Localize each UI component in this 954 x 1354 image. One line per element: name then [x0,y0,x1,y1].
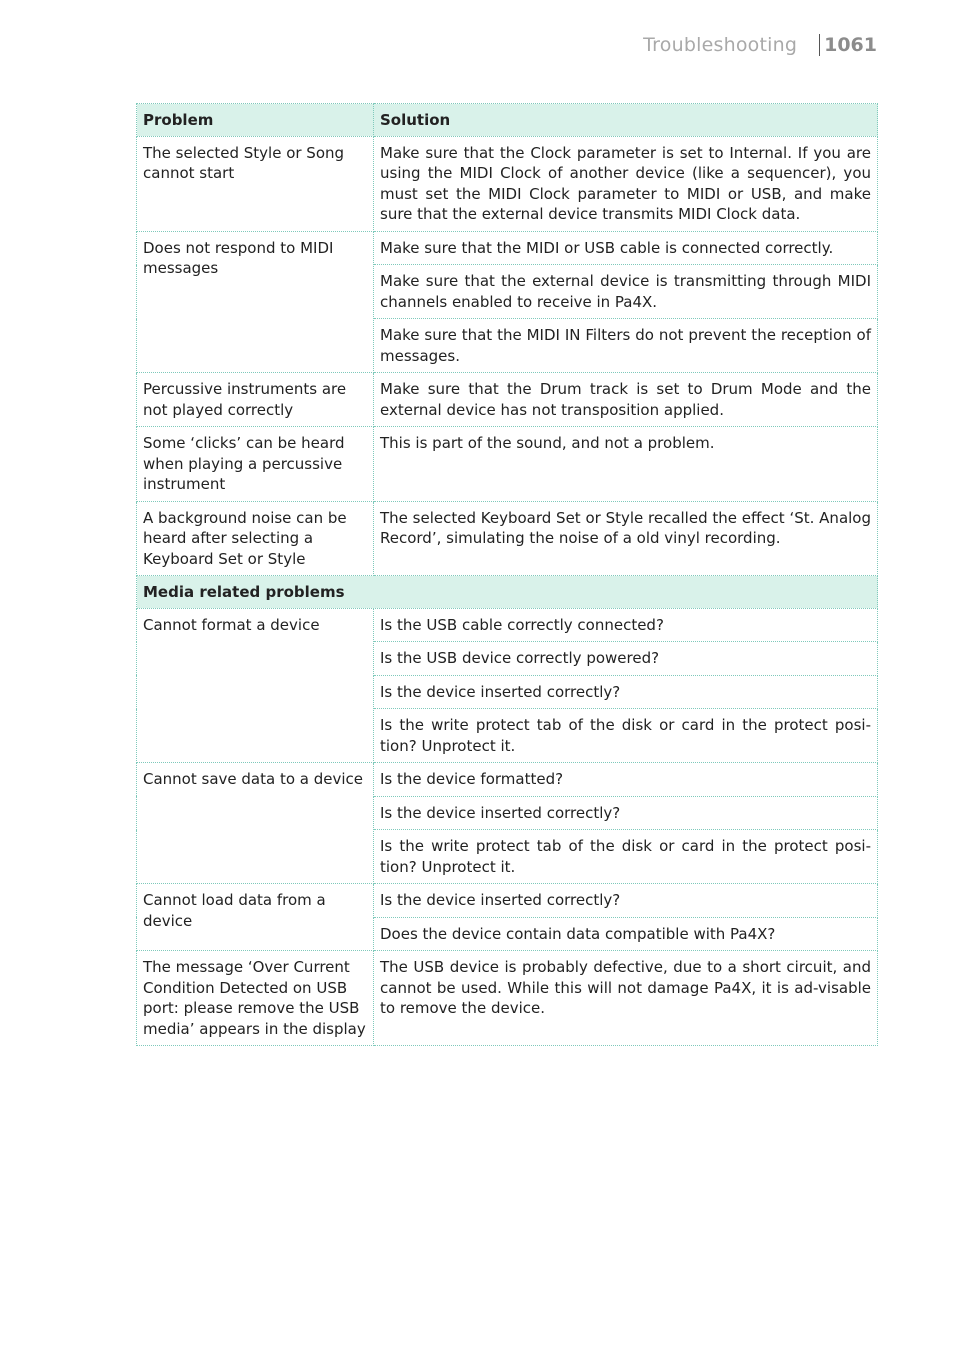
solution-cell: Is the write protect tab of the disk or card in the protect posi-tion? Unprotect it. [374,830,878,884]
table-row [137,427,878,502]
solution-cell: Make sure that the Clock parameter is set to Internal. If you are using the MIDI Clock of another device (like a sequencer), you must set the MIDI Clock parameter to MIDI or USB, and make sure that the external device transmits MIDI Clock data. [374,136,878,231]
section-title: Troubleshooting [643,34,798,56]
table-row [137,501,878,576]
solution-cell: Is the USB cable correctly connected? [374,608,878,642]
solution-cell: Does the device contain data compatible with Pa4X? [374,917,878,951]
problem-cell: The selected Style or Song cannot start [137,136,374,231]
table-row [137,884,878,918]
problem-cell: Cannot load data from a device [137,884,374,951]
solution-cell: Is the device formatted? [374,763,878,797]
solution-cell: Is the device inserted correctly? [374,675,878,709]
page-header [643,32,877,58]
table-row [137,763,878,797]
solution-cell: Is the device inserted correctly? [374,796,878,830]
problem-cell: Does not respond to MIDI messages [137,231,374,373]
section-title: Media related problems [137,576,878,609]
solution-cell: Make sure that the MIDI or USB cable is connected correctly. [374,231,878,265]
table-row [137,231,878,265]
troubleshooting-table [136,103,878,1046]
problem-cell: Some ‘clicks’ can be heard when playing a percussive instrument [137,427,374,502]
solution-cell: Make sure that the external device is transmitting through MIDI channels enabled to receive in Pa4X. [374,265,878,319]
page-number: 1061 [824,34,877,56]
section-header-row [137,576,878,609]
solution-cell: The USB device is probably defective, due to a short circuit, and cannot be used. While this will not damage Pa4X, it is ad-visable to remove the device. [374,951,878,1046]
header-divider [819,34,820,56]
solution-cell: The selected Keyboard Set or Style recalled the effect ‘St. Analog Record’, simulating the noise of a old vinyl recording. [374,501,878,576]
table-row [137,373,878,427]
column-header-solution: Solution [374,104,878,137]
problem-cell: The message ‘Over Current Condition Detected on USB port: please remove the USB media’ appears in the display [137,951,374,1046]
table-row [137,608,878,642]
table-row [137,951,878,1046]
solution-cell: Is the USB device correctly powered? [374,642,878,676]
solution-cell: Is the write protect tab of the disk or card in the protect posi-tion? Unprotect it. [374,709,878,763]
problem-cell: Cannot format a device [137,608,374,763]
solution-cell: Make sure that the MIDI IN Filters do not prevent the reception of messages. [374,319,878,373]
solution-cell: Make sure that the Drum track is set to Drum Mode and the external device has not transposition applied. [374,373,878,427]
problem-cell: Percussive instruments are not played correctly [137,373,374,427]
column-header-problem: Problem [137,104,374,137]
solution-cell: This is part of the sound, and not a problem. [374,427,878,502]
solution-cell: Is the device inserted correctly? [374,884,878,918]
problem-cell: Cannot save data to a device [137,763,374,884]
table-header-row [137,104,878,137]
table-row [137,136,878,231]
problem-cell: A background noise can be heard after selecting a Keyboard Set or Style [137,501,374,576]
